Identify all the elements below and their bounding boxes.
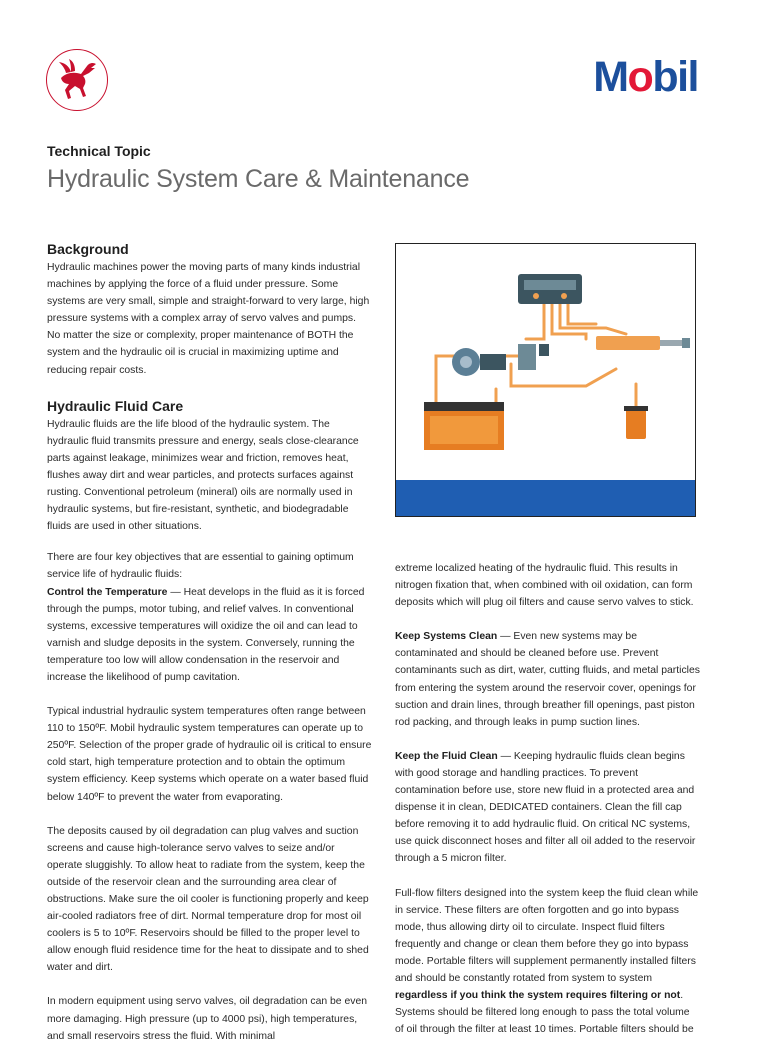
servo-paragraph: In modern equipment using servo valves, oil degradation can be even more damaging. High pressure (up to 4000 psi), high temperatures, and small reservoirs stress the fluid. With minimal xyxy=(47,996,367,1042)
pegasus-logo xyxy=(46,49,108,111)
relief-valve xyxy=(518,344,549,370)
background-paragraph: Hydraulic machines power the moving parts of many kinds industrial machines by applying the force of a fluid under pressure. Some systems are very small, simple and straight-forward to very large, high pressure systems with a complex array of servo valves and pumps. No matter the size or complexity, proper maintenance of BOTH the system and the hydraulic oil is crucial in maximizing uptime and reducing repair costs. xyxy=(47,262,370,376)
topic-label: Technical Topic xyxy=(47,143,151,159)
mobil-logo-m: M xyxy=(593,53,628,101)
control-valve xyxy=(518,274,582,304)
mobil-logo-suffix: bil xyxy=(652,53,698,101)
hydraulic-diagram-svg xyxy=(396,244,695,480)
temperatures-paragraph: Typical industrial hydraulic system temperatures often range between 110 to 150ºF. Mobil hydraulic system temperatures can operate up to 250ºF. Selection of the proper grade of hydraulic oil is critical to ensure cold start, high temperature protection and to obtain the optimum system efficiency. Keep systems which operate on a water based fluid below 140ºF to prevent the water from evaporating. xyxy=(47,706,372,803)
filter-canister xyxy=(624,406,648,439)
figure-caption-band xyxy=(396,480,695,516)
filters-text-b: . Systems should be filtered long enough to pass the total volume of oil through the filter at least 10 times. Portable filters should be xyxy=(395,990,694,1036)
keep-systems-clean-text: — Even new systems may be contaminated and should be cleaned before use. Prevent contaminants such as dirt, water, cutting fluids, and metal particles from entering the system around the reservoir cover, openings for suction and drain lines, through breather fill openings, past piston rod packing, and through leaks in pump suction lines. xyxy=(395,631,700,728)
fluid-care-heading: Hydraulic Fluid Care xyxy=(47,397,184,414)
background-heading: Background xyxy=(47,241,129,257)
keep-fluid-clean-paragraph xyxy=(395,748,700,868)
control-temperature-lead: Control the Temperature xyxy=(47,586,168,598)
filters-paragraph xyxy=(395,885,700,1039)
filters-text-a: Full-flow filters designed into the system keep the fluid clean while in service. These filters are often forgotten and go into bypass mode, thus allowing dirty oil to circulate. Inspect fluid filters frequently and change or clean them before they go into bypass mode. Portable filters will supplement permanently installed filters and should be constantly rotated from system to system xyxy=(395,887,699,984)
continued-paragraph: extreme localized heating of the hydraulic fluid. This results in nitrogen fixation that, when combined with oil oxidation, can form deposits which will plug oil filters and cause servo valves to stick. xyxy=(395,563,694,609)
reservoir-tank xyxy=(424,402,504,450)
keep-fluid-clean-text: — Keeping hydraulic fluids clean begins with good storage and handling practices. To prevent contamination before use, store new fluid in a protected area and dispense it in clean, DEDICATED containers. Clean the fill cap before removing it to add hydraulic fluid. On critical NC systems, use quick disconnect hoses and filter all oil added to the reservoir through a 5 micron filter. xyxy=(395,750,696,865)
fluid-care-paragraph: Hydraulic fluids are the life blood of the hydraulic system. The hydraulic fluid transmits pressure and energy, seals close-clearance parts against leakage, minimizes wear and friction, removes heat, flushes away dirt and wear particles, and protects surfaces against rusting. Conventional petroleum (mineral) oils are normally used in hydraulic systems, but fire-resistant, synthetic, and biodegradable fluids are used in other situations. xyxy=(47,418,359,533)
objectives-text: There are four key objectives that are essential to gaining optimum service life of hydraulic fluids: xyxy=(47,552,354,581)
right-column xyxy=(395,560,700,1038)
keep-fluid-clean-lead: Keep the Fluid Clean xyxy=(395,750,498,762)
pump-motor xyxy=(452,348,506,376)
hydraulic-system-diagram xyxy=(395,243,696,517)
document-title: Hydraulic System Care & Maintenance xyxy=(47,165,470,193)
cylinder xyxy=(596,336,690,350)
objectives-paragraph xyxy=(47,549,372,686)
mobil-logo-o: o xyxy=(627,53,653,101)
control-temperature-text: — Heat develops in the fluid as it is forced through the pumps, motor tubing, and relief valves. In conventional systems, excessive temperatures will oxidize the oil and can lead to varnish and sludge deposits in the system. Conversely, running the temperature too low will allow condensation in the reservoir and increase the likelihood of pump cavitation. xyxy=(47,586,365,683)
left-column xyxy=(47,239,372,1045)
deposits-paragraph: The deposits caused by oil degradation can plug valves and suction screens and cause high-tolerance servo valves to seize and/or operate sluggishly. To allow heat to radiate from the system, keep the outside of the reservoir clean and the surrounding area clear of obstructions. Make sure the oil cooler is functioning properly and keep air-cooled radiators free of dirt. Normal temperature drop for most oil coolers is 5 to 10ºF. Reservoirs should be filled to the proper level to allow enough fluid residence time for the heat to dissipate and to shed water and dirt. xyxy=(47,825,369,974)
pegasus-icon xyxy=(53,58,101,102)
keep-systems-clean-paragraph xyxy=(395,628,700,731)
keep-systems-clean-lead: Keep Systems Clean xyxy=(395,631,498,643)
mobil-logo xyxy=(593,53,698,101)
filters-bold-text: regardless if you think the system requires filtering or not xyxy=(395,990,681,1002)
